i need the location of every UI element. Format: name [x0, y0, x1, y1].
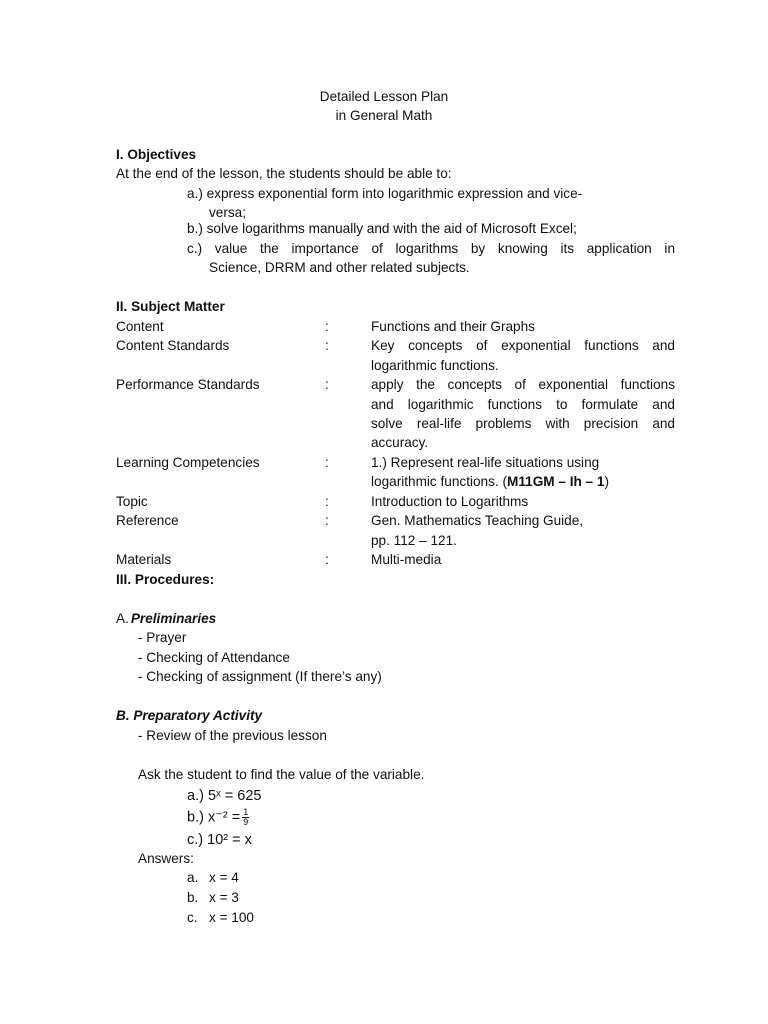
answer-value: x = 100 [209, 910, 254, 925]
sm-label-performance-standards: Performance Standards [116, 377, 260, 392]
competency-text: logarithmic functions. ( [371, 474, 507, 489]
exercise-c: c.) 10² = x [187, 832, 252, 848]
sm-colon: : [325, 319, 329, 334]
sm-value-performance-2: and logarithmic functions to formulate and [371, 397, 675, 412]
preliminary-item: - Prayer [138, 630, 187, 645]
sm-colon: : [325, 494, 329, 509]
sm-colon: : [325, 455, 329, 470]
fraction-denominator: 9 [243, 817, 249, 827]
sm-label-topic: Topic [116, 494, 148, 509]
preliminary-item: - Checking of Attendance [138, 650, 290, 665]
preliminaries-prefix: A. [116, 611, 129, 626]
objective-c-cont: Science, DRRM and other related subjects. [209, 260, 470, 275]
title-line-1: Detailed Lesson Plan [319, 89, 449, 104]
preparatory-review: - Review of the previous lesson [138, 728, 327, 743]
objective-a: a.) express exponential form into logarithmic expression and vice- [187, 186, 583, 201]
subject-matter-heading: II. Subject Matter [116, 299, 225, 314]
objectives-heading: I. Objectives [116, 147, 197, 162]
answer-value: x = 4 [209, 870, 239, 885]
objective-a-cont: versa; [209, 205, 247, 220]
procedures-heading: III. Procedures: [116, 572, 215, 587]
preliminaries-title: Preliminaries [130, 611, 217, 626]
sm-value-competency-1: 1.) Represent real-life situations using [371, 455, 600, 470]
sm-value-performance-3: solve real-life problems with precision and [371, 416, 675, 431]
fraction [242, 808, 249, 827]
sm-value-reference: Gen. Mathematics Teaching Guide, [371, 513, 584, 528]
sm-value-performance-1: apply the concepts of exponential functions [371, 377, 675, 392]
sm-colon: : [325, 338, 329, 353]
sm-value-reference-pages: pp. 112 – 121. [371, 533, 457, 548]
objective-c: c.) value the importance of logarithms by knowing its application in [187, 241, 675, 256]
sm-value-content-standards: Key concepts of exponential functions and [371, 338, 675, 353]
competency-code: M11GM – Ih – 1 [507, 474, 605, 489]
sm-label-content: Content [116, 319, 164, 334]
competency-close: ) [604, 474, 609, 489]
preparatory-heading: B. Preparatory Activity [116, 708, 263, 723]
exercise-a: a.) 5ˣ = 625 [187, 788, 262, 804]
preliminaries-heading [116, 610, 216, 628]
sm-label-learning-competencies: Learning Competencies [116, 455, 260, 470]
sm-label-content-standards: Content Standards [116, 338, 230, 353]
title-line-2: in General Math [335, 108, 433, 123]
objectives-intro: At the end of the lesson, the students should be able to: [116, 166, 452, 181]
sm-value-content: Functions and their Graphs [371, 319, 535, 334]
sm-value-performance-4: accuracy. [371, 435, 429, 450]
sm-colon: : [325, 377, 329, 392]
sm-value-competency-2 [371, 473, 609, 491]
sm-label-reference: Reference [116, 513, 179, 528]
exercise-b-text: b.) x⁻² = [187, 809, 241, 826]
answer-letter: c. [187, 910, 198, 925]
sm-label-materials: Materials [116, 552, 172, 567]
fraction-numerator: 1 [243, 807, 249, 817]
sm-colon: : [325, 513, 329, 528]
answer-letter: a. [187, 870, 199, 885]
sm-value-materials: Multi-media [371, 552, 442, 567]
sm-value-content-standards-cont: logarithmic functions. [371, 358, 499, 373]
answers-label: Answers: [138, 851, 194, 866]
sm-colon: : [325, 552, 329, 567]
answer-letter: b. [187, 890, 199, 905]
exercise-b [187, 808, 249, 827]
preparatory-instruction: Ask the student to find the value of the variable. [138, 767, 425, 782]
objective-b: b.) solve logarithms manually and with the aid of Microsoft Excel; [187, 221, 577, 236]
sm-value-topic: Introduction to Logarithms [371, 494, 529, 509]
answer-value: x = 3 [209, 890, 239, 905]
preliminary-item: - Checking of assignment (If there’s any) [138, 669, 382, 684]
